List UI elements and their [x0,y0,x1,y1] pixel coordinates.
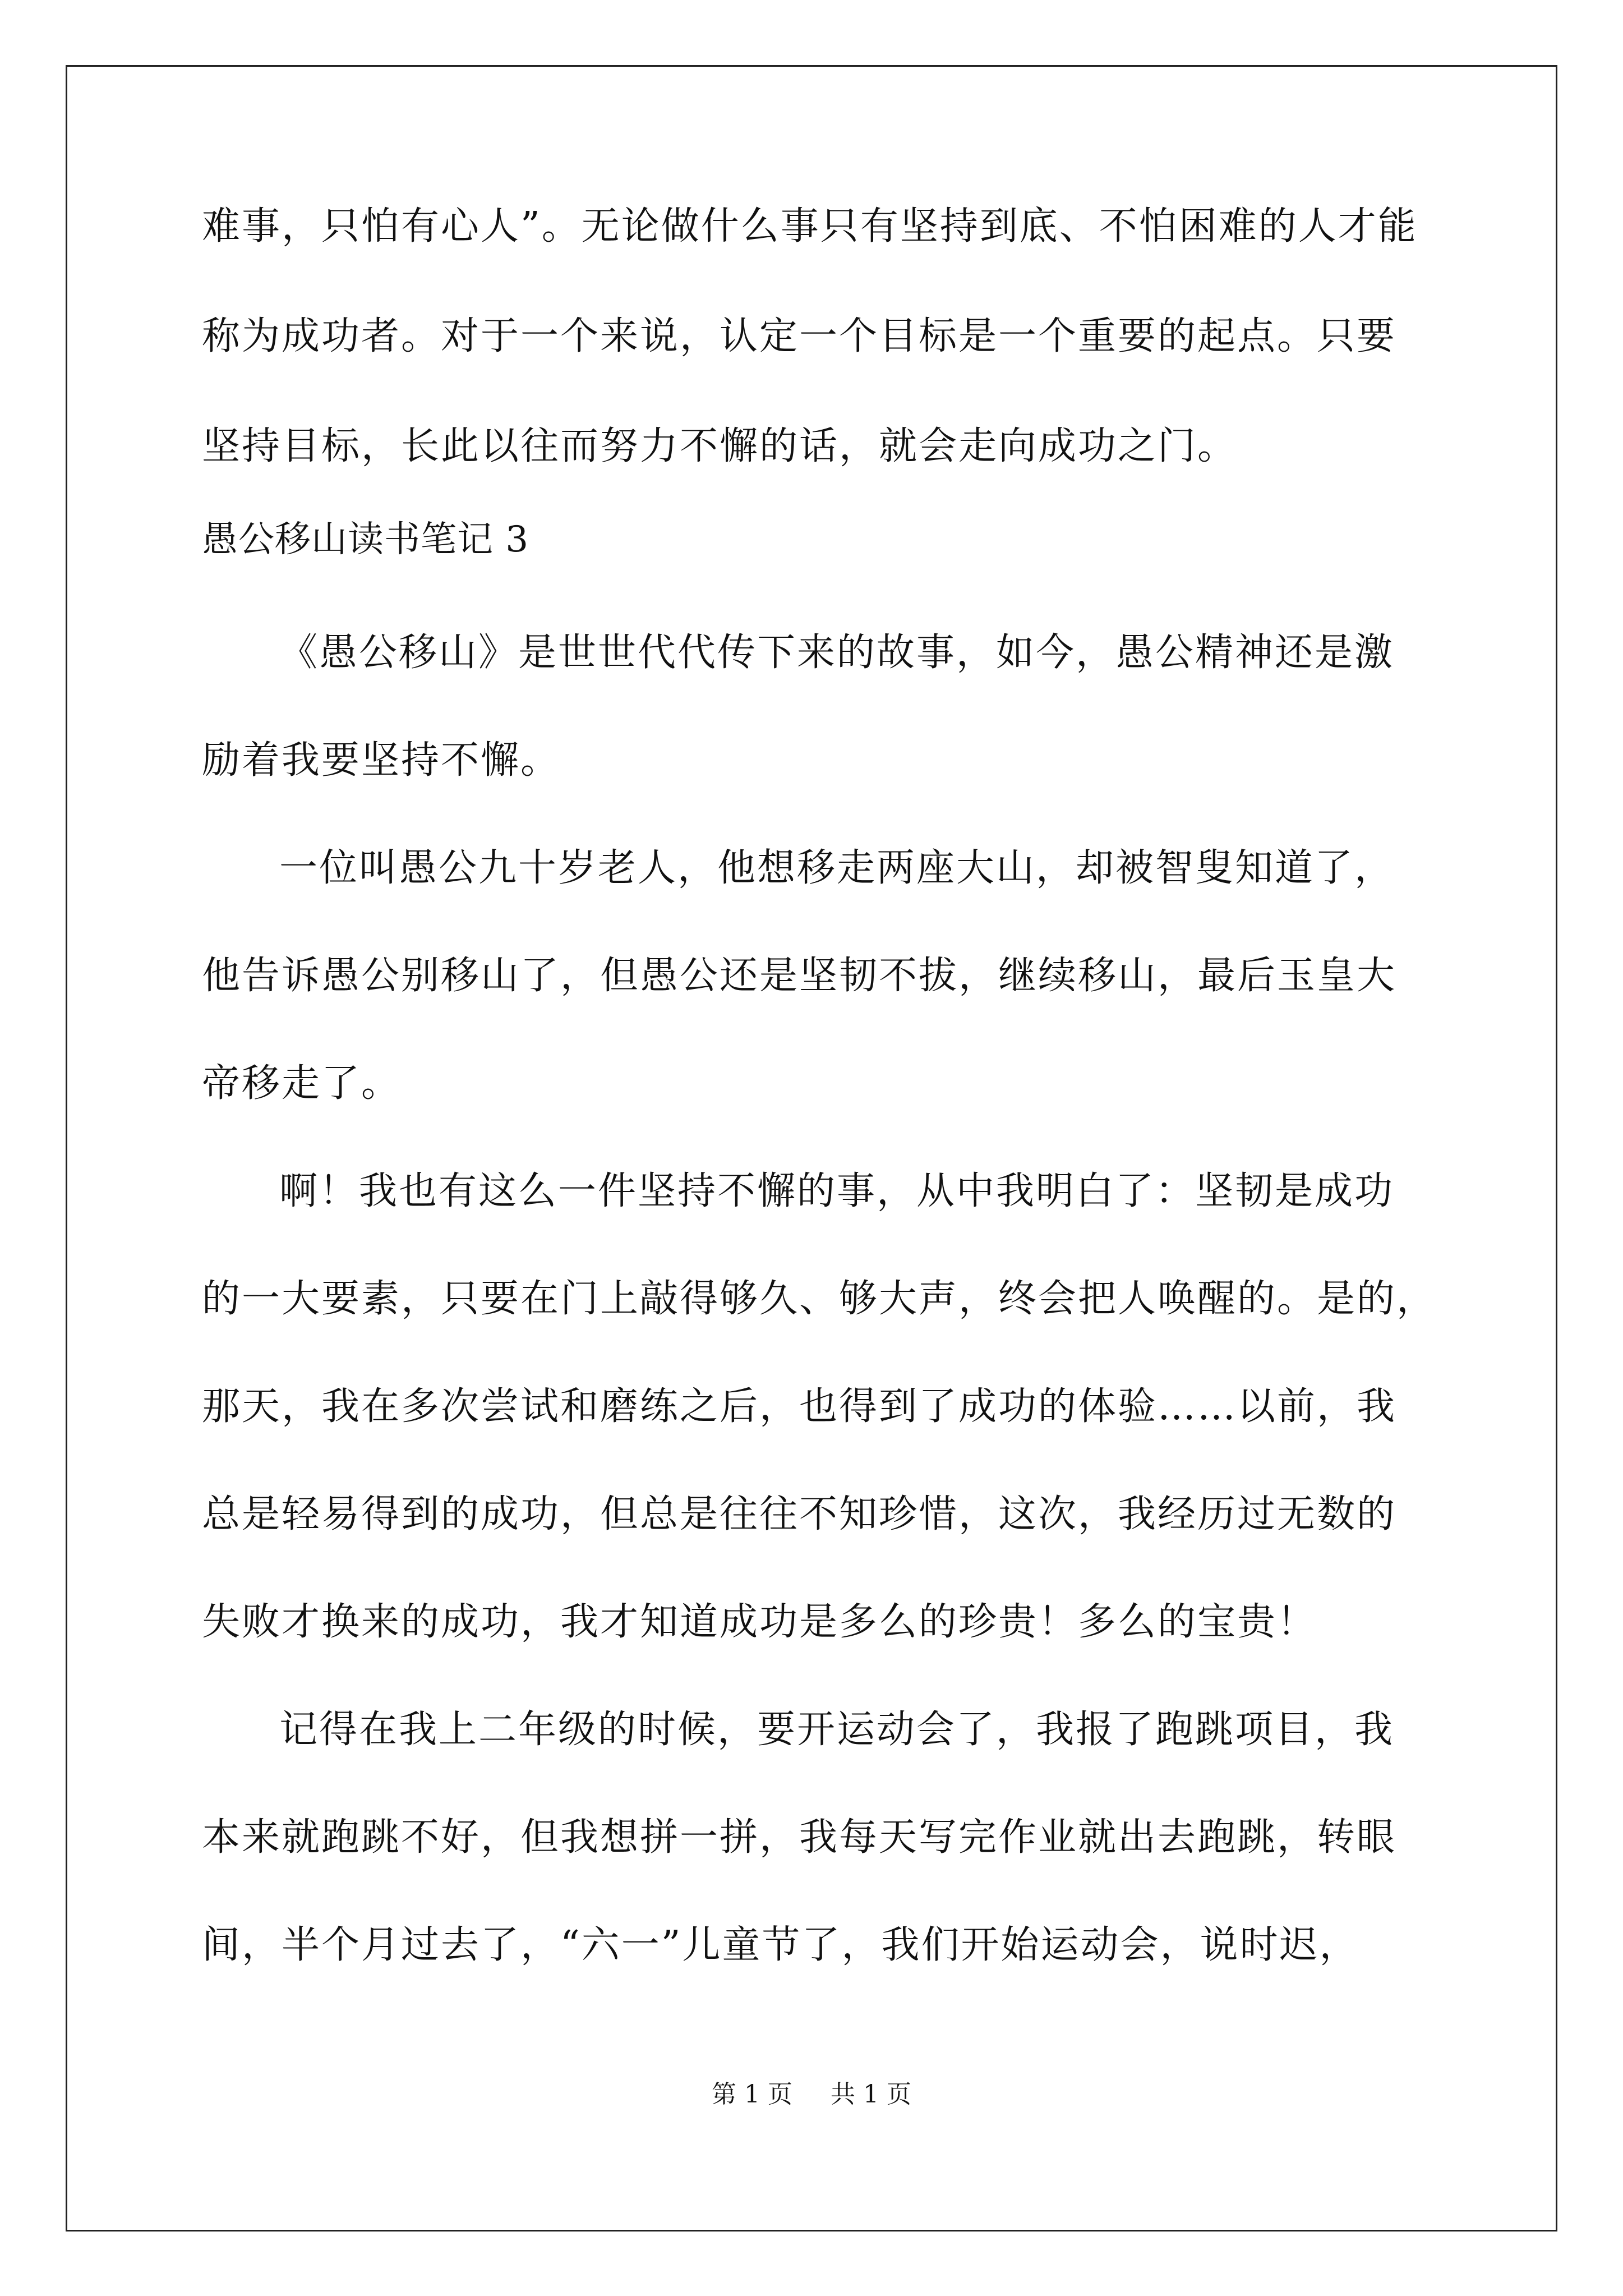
page-number: 第 1 页 [712,2080,792,2109]
page-total: 共 1 页 [831,2080,911,2109]
paragraph-first-line: 《愚公移山》是世世代代传下来的故事，如今，愚公精神还是激 [279,631,1395,675]
text-line: 间，半个月过去了，“六一”儿童节了，我们开始运动会，说时迟， [202,1923,1359,1967]
paragraph-first-line: 一位叫愚公九十岁老人，他想移走两座大山，却被智叟知道了， [279,846,1395,890]
text-line: 总是轻易得到的成功，但总是往往不知珍惜，这次，我经历过无数的 [202,1492,1397,1536]
text-line: 坚持目标，长此以往而努力不懈的话，就会走向成功之门。 [202,424,1238,468]
text-line: 本来就跑跳不好，但我想拼一拼，我每天写完作业就出去跑跳，转眼 [202,1815,1397,1860]
text-line: 励着我要坚持不懈。 [202,738,561,783]
text-line: 称为成功者。对于一个来说，认定一个目标是一个重要的起点。只要 [202,314,1397,358]
paragraph-first-line: 啊！我也有这么一件坚持不懈的事，从中我明白了：坚韧是成功 [279,1169,1395,1213]
section-heading: 愚公移山读书笔记 3 [202,519,529,560]
paragraph-first-line: 记得在我上二年级的时候，要开运动会了，我报了跑跳项目，我 [279,1708,1395,1752]
text-line: 难事，只怕有心人”。无论做什么事只有坚持到底、不怕困难的人才能 [202,204,1418,249]
text-line: 的一大要素，只要在门上敲得够久、够大声，终会把人唤醒的。是的， [202,1277,1437,1321]
text-line: 帝移走了。 [202,1061,402,1106]
page-border [66,65,1557,2231]
text-line: 他告诉愚公别移山了，但愚公还是坚韧不拔，继续移山，最后玉皇大 [202,954,1397,998]
page-footer [0,2082,1623,2107]
text-line: 失败才换来的成功，我才知道成功是多么的珍贵！多么的宝贵！ [202,1600,1317,1644]
text-line: 那天，我在多次尝试和磨练之后，也得到了成功的体验……以前，我 [202,1384,1397,1429]
